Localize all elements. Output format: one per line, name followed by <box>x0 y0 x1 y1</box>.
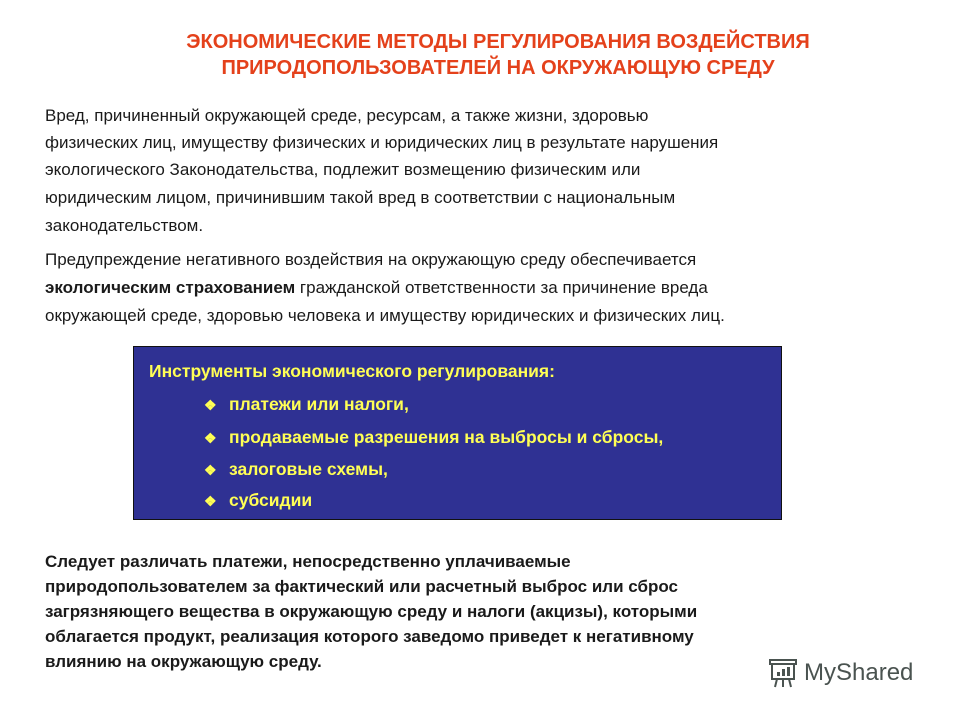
presentation-board-icon <box>766 657 800 689</box>
paragraph2-text: гражданской ответственности за причинение вреда <box>295 278 708 297</box>
diamond-bullet-icon: ❖ <box>204 493 217 509</box>
paragraph1-line: законодательством. <box>45 216 204 235</box>
conclusion-line: загрязняющего вещества в окружающую среду и налоги (акцизы), которыми <box>45 602 698 621</box>
instrument-label: продаваемые разрешения на выбросы и сбросы, <box>229 427 664 447</box>
watermark-text: MyShared <box>804 659 914 686</box>
myshared-watermark <box>766 657 913 689</box>
conclusion-line: облагается продукт, реализация которого заведомо приведет к негативному <box>45 627 694 646</box>
paragraph2-line: Предупреждение негативного воздействия на окружающую среду обеспечивается <box>45 250 697 269</box>
paragraph1-line: физических лиц, имуществу физических и юридических лиц в результате нарушения <box>45 133 719 152</box>
conclusion-line: природопользователем за фактический или расчетный выброс или сброс <box>45 577 678 596</box>
conclusion-line: влиянию на окружающую среду. <box>45 652 322 671</box>
instrument-item <box>204 394 409 415</box>
instrument-label: залоговые схемы, <box>229 459 388 479</box>
instrument-item <box>204 459 388 480</box>
paragraph1-line: юридическим лицом, причинившим такой вред в соответствии с национальным <box>45 188 676 207</box>
slide-title-line-2: ПРИРОДОПОЛЬЗОВАТЕЛЕЙ НА ОКРУЖАЮЩУЮ СРЕДУ <box>221 57 775 79</box>
paragraph2-line: окружающей среде, здоровью человека и имуществу юридических и физических лиц. <box>45 306 725 325</box>
instrument-label: субсидии <box>229 490 313 510</box>
slide-title-line-1: ЭКОНОМИЧЕСКИЕ МЕТОДЫ РЕГУЛИРОВАНИЯ ВОЗДЕЙСТВИЯ <box>186 31 810 53</box>
diamond-bullet-icon: ❖ <box>204 397 217 413</box>
paragraph2-line <box>45 278 708 298</box>
diamond-bullet-icon: ❖ <box>204 430 217 446</box>
paragraph1-line: Вред, причиненный окружающей среде, ресурсам, а также жизни, здоровью <box>45 106 649 125</box>
diamond-bullet-icon: ❖ <box>204 462 217 478</box>
instrument-label: платежи или налоги, <box>229 394 409 414</box>
conclusion-line: Следует различать платежи, непосредственно уплачиваемые <box>45 552 571 571</box>
instruments-header: Инструменты экономического регулирования: <box>149 361 555 381</box>
paragraph1-line: экологического Законодательства, подлежит возмещению физическим или <box>45 160 641 179</box>
instrument-item <box>204 490 312 511</box>
instrument-item <box>204 427 663 448</box>
instruments-box <box>133 346 782 520</box>
emphasis-text: экологическим страхованием <box>45 278 296 297</box>
